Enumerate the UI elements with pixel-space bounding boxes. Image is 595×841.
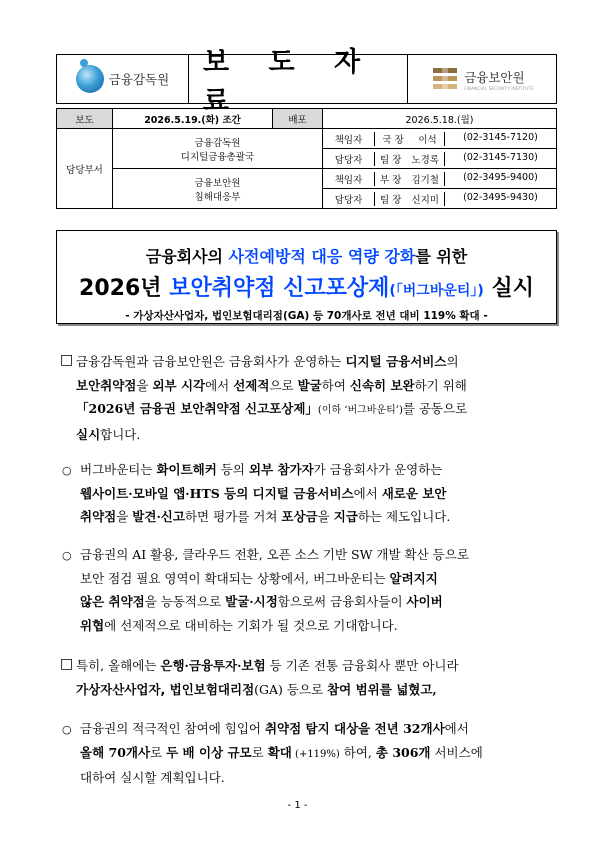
paragraph-1: 금융감독원과 금융보안원은 금융회사가 운영하는 디지털 금융서비스의 보안취약점을 외부 시각에서 선제적으로 발굴하여 신속히 보완하기 위해 「2026년 금융권 보안취약점 신고포상제」(이하 ‘버그바운티’)를 공동으로 실시합니다. [76,354,468,442]
press-header [56,47,557,117]
person-phone: (02-3145-7130) [463,151,538,163]
contact-person-1 [323,129,557,149]
headline-main-highlight: 보안취약점 신고포상제 [169,276,390,301]
release-info-table [56,108,557,209]
press-title: 보 도 자 료 [203,47,376,117]
person-phone: (02-3145-7120) [463,131,538,143]
org-1-dept: 디지털금융총괄국 [180,151,255,163]
headline-highlight: 사전예방적 대응 역량 강화 [228,247,416,266]
headline-box [56,230,557,324]
org-2-name: 금융보안원 [194,177,241,189]
fsc-globe-icon [76,65,104,93]
person-role: 담당자 [323,192,375,206]
square-bullet-icon: □ [60,352,74,368]
org-1-name: 금융감독원 [194,137,241,149]
person-title-name [375,132,445,146]
circle-bullet-icon: ○ [62,549,72,562]
paragraph-4: 특히, 올해에는 은행·금융투자·보험 등 기존 전통 금융회사 뿐만 아니라 가상자산사업자, 법인보험대리점(GA) 등으로 참여 범위를 넓혔고, [76,658,459,697]
person-name: 노경록 [411,154,439,166]
contact-person-4 [323,189,557,209]
headline-line-2: 2026년 보안취약점 신고포상제(「버그바운티」) 실시 [79,276,534,301]
fsc-logo-cell [57,55,189,103]
page-number: - 1 - [287,800,308,811]
person-title: 팀 장 [380,154,402,166]
person-name: 신지미 [411,194,439,206]
distribution-date: 2026.5.18.(월) [323,109,557,129]
paragraph-3: 금융권의 AI 활용, 클라우드 전환, 오픈 소스 기반 SW 개발 확산 등으로 보안 점검 필요 영역이 확대되는 상황에서, 버그바운티는 알려지지 않은 취약점을 능동적으로 발굴·시정함으로써 금융회사들이 사이버 위협에 선제적으로 대비하는 기회가 될 것으로 기대합니다. [80,547,469,633]
org-2-dept: 침해대응부 [194,191,241,203]
release-row [57,109,557,129]
fsec-logo-icon [430,64,460,94]
circle-bullet-icon: ○ [62,723,72,736]
person-role: 담당자 [323,152,375,166]
fsc-name: 금융감독원 [108,72,170,87]
release-date: 2026.5.19.(화) 조간 [113,109,273,129]
person-phone: (02-3495-9430) [463,191,538,203]
contact-person-2 [323,149,557,169]
person-role: 책임자 [323,132,375,146]
dept-label: 담당부서 [57,129,113,209]
person-title: 국 장 [382,134,404,146]
headline-subtitle: - 가상자산사업자, 법인보험대리점(GA) 등 70개사로 전년 대비 119% 확대 - [125,310,488,322]
paragraph-2: 버그바운티는 화이트해커 등의 외부 참가자가 금융회사가 운영하는 웹사이트·모바일 앱·HTS 등의 디지털 금융서비스에서 새로운 보안 취약점을 발견·신고하면 평가를 거쳐 포상금을 지급하는 제도입니다. [80,462,451,524]
person-title: 팀 장 [380,194,402,206]
distribution-label: 배포 [273,109,323,129]
contact-person-3 [323,169,557,189]
headline-line-1: 금융회사의 사전예방적 대응 역량 강화를 위한 [145,247,468,266]
fsec-english-name: FINANCIAL SECURITY INSTITUTE [464,85,534,91]
person-role: 책임자 [323,172,375,186]
circle-bullet-icon: ○ [62,464,72,477]
fsec-name: 금융보안원 [464,69,525,85]
person-name: 김기철 [411,174,439,186]
contact-row [57,129,557,149]
fsec-logo-cell [408,55,556,103]
contact-org-2 [113,169,323,209]
person-title: 부 장 [380,174,402,186]
square-bullet-icon: □ [60,656,74,672]
release-label: 보도 [57,109,113,129]
person-name: 이석 [418,134,437,146]
contact-org-1 [113,129,323,169]
press-title-cell [189,47,408,117]
paragraph-5: 금융권의 적극적인 참여에 힘입어 취약점 탐지 대상을 전년 32개사에서 올해 70개사로 두 배 이상 규모로 확대 (+119%) 하여, 총 306개 서비스에 대하여 실시할 계획입니다. [80,721,483,785]
person-phone: (02-3495-9400) [463,171,538,183]
